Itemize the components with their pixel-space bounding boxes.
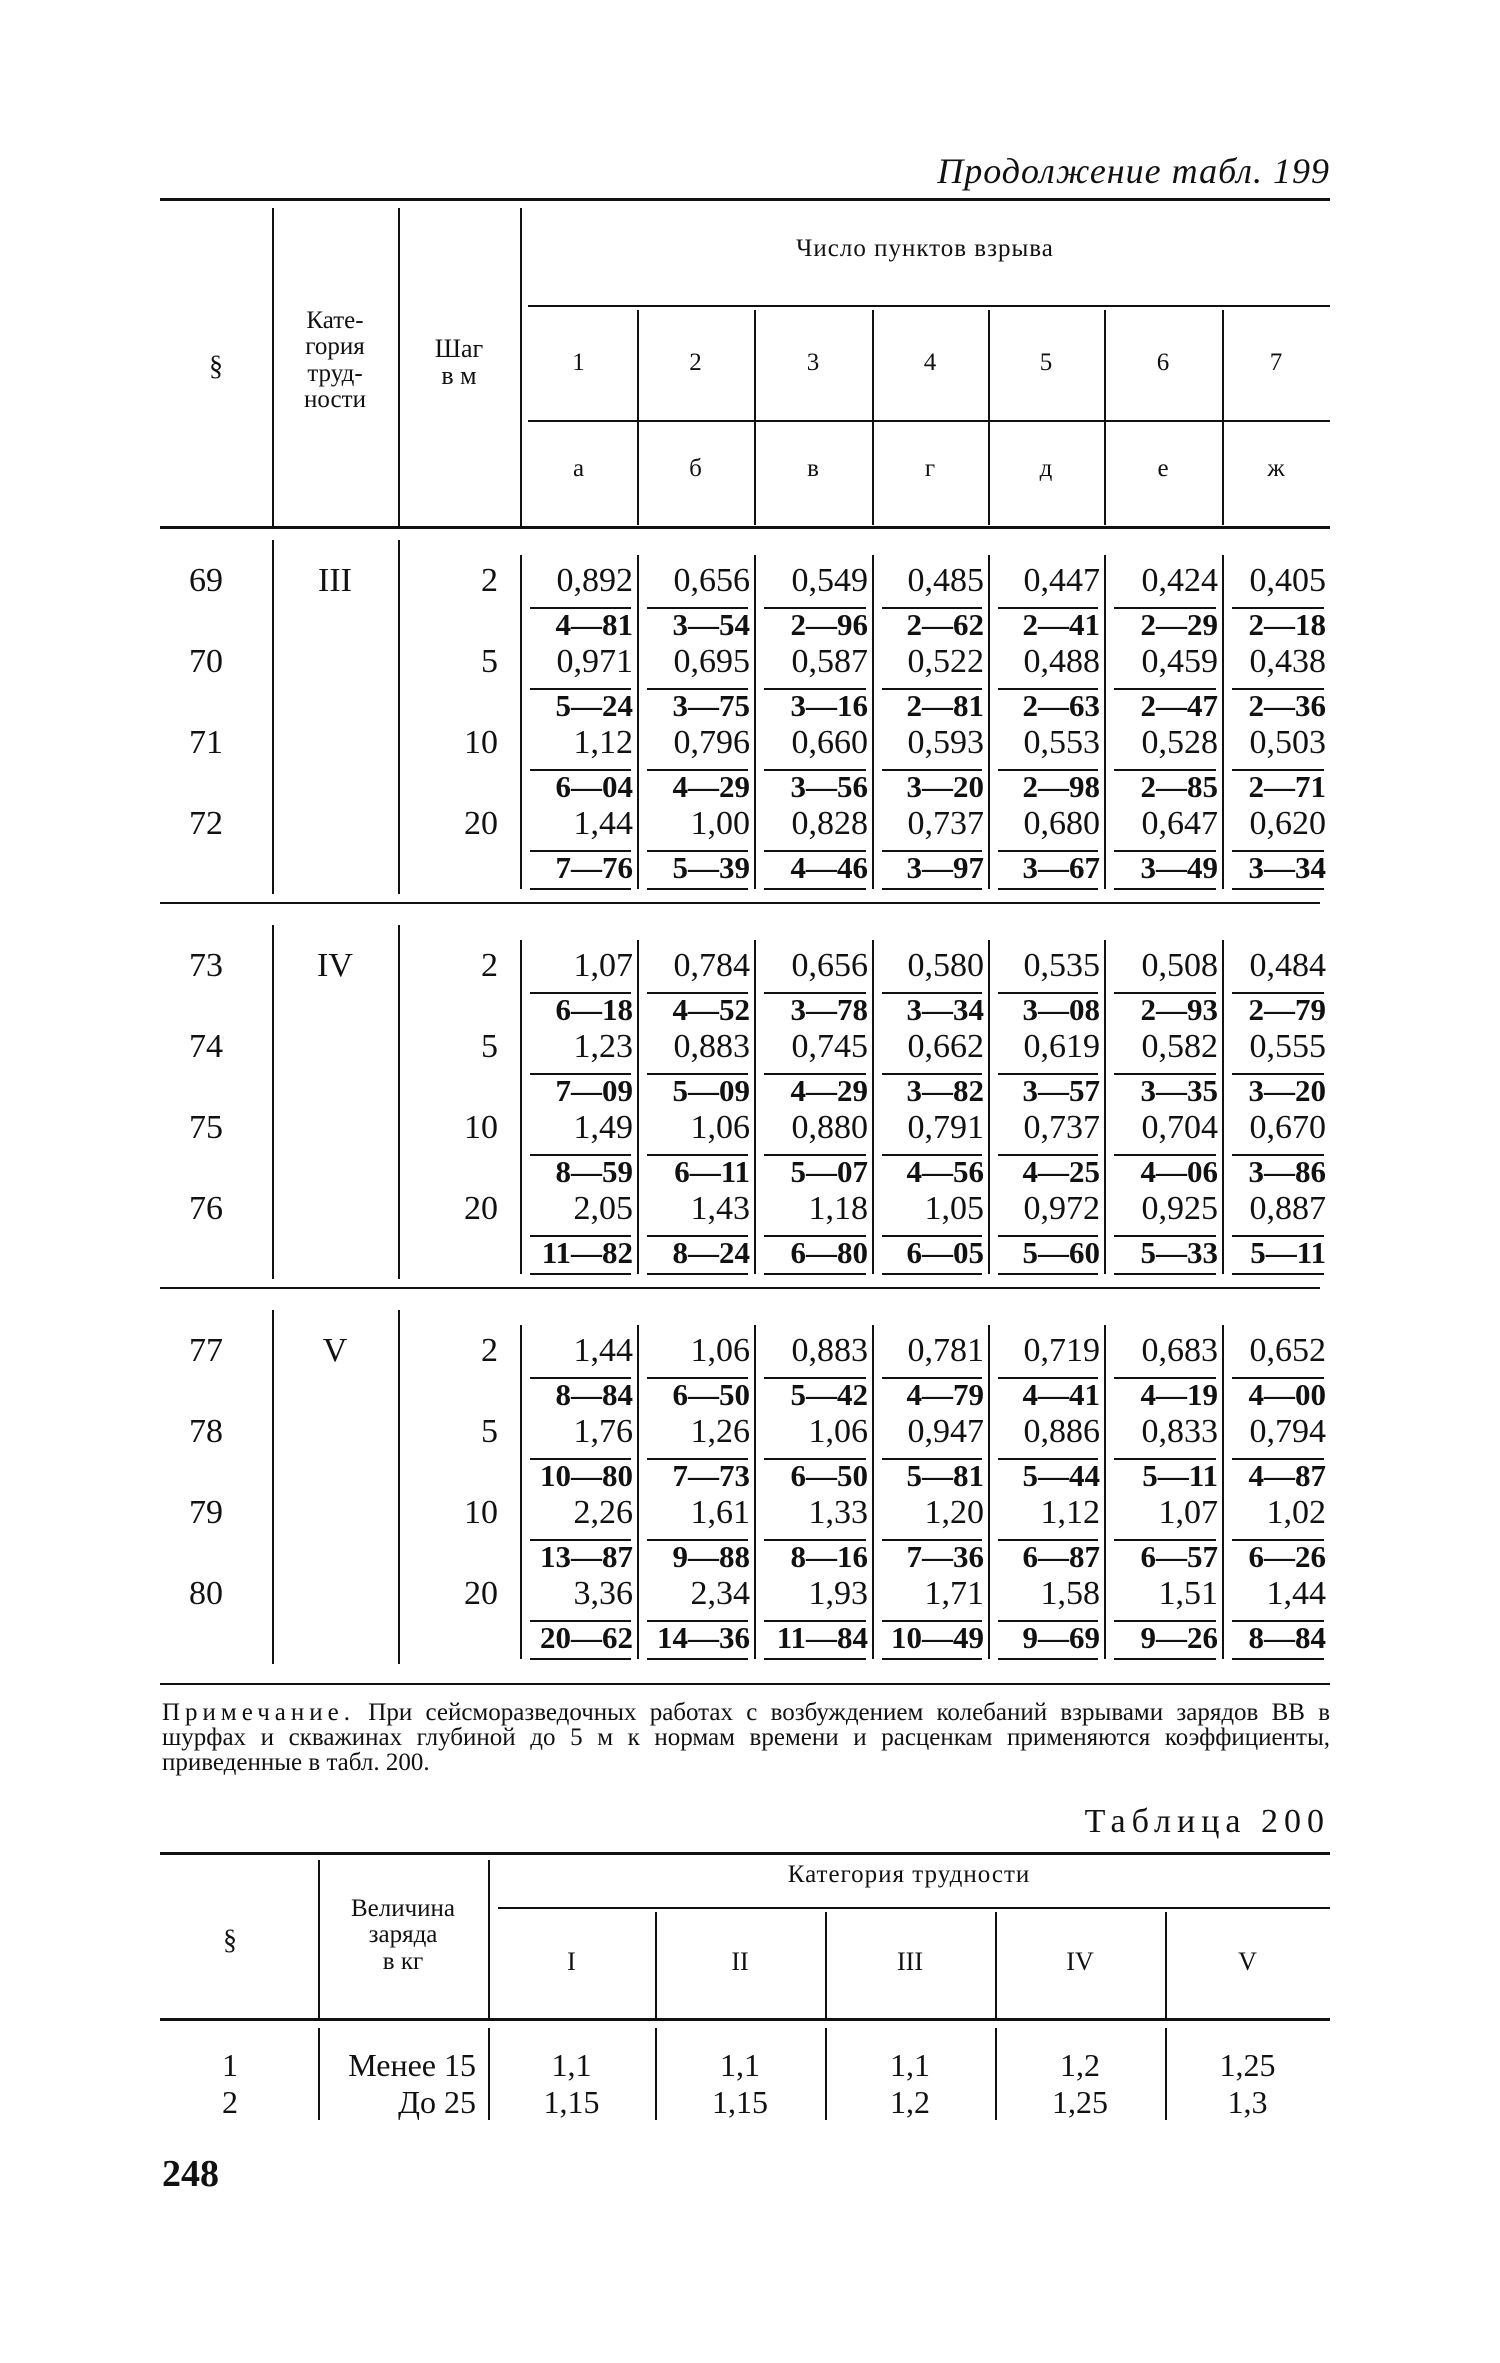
value-cell: 1,58 — [1040, 1575, 1100, 1612]
rate-cell: 2—62 — [906, 607, 984, 642]
t200-top-rule — [160, 1852, 1330, 1855]
header-count: 3 — [806, 349, 820, 376]
value-cell: 0,647 — [1141, 805, 1218, 842]
t200-value-cell: 1,25 — [1219, 2047, 1276, 2083]
t200-row-section: 2 — [222, 2084, 238, 2120]
rate-cell: 3—08 — [1022, 992, 1100, 1027]
value-cell: 1,12 — [1040, 1494, 1100, 1531]
rate-cell: 7—36 — [906, 1539, 984, 1574]
row-section: 74 — [189, 1028, 223, 1065]
value-cell: 0,680 — [1023, 805, 1100, 842]
t200-value-cell: 1,3 — [1227, 2084, 1268, 2120]
value-cell: 0,737 — [907, 805, 984, 842]
t200-header-category-title: Категория трудности — [787, 1861, 1031, 1888]
row-step: 20 — [464, 1575, 498, 1612]
value-cell: 0,656 — [673, 562, 750, 599]
rate-cell: 3—78 — [790, 992, 868, 1027]
rate-underline — [1232, 1273, 1324, 1275]
t200-value-cell: 1,25 — [1052, 2084, 1108, 2120]
rate-cell: 6—50 — [790, 1458, 868, 1493]
rate-underline — [764, 888, 866, 890]
row-step: 20 — [464, 1190, 498, 1227]
header-step: Шаг в м — [434, 334, 484, 391]
value-cell: 0,828 — [791, 805, 868, 842]
value-cell: 0,587 — [791, 643, 868, 680]
value-cell: 2,05 — [573, 1190, 633, 1227]
row-step: 2 — [481, 1332, 498, 1369]
t200-header-category: III — [897, 1947, 923, 1976]
note-text: При сейсморазведочных работах с возбуждением колебаний взрывами зарядов ВВ в шурфах и скважинах глубиной до 5 м к нормам времени и расценкам применяются коэффициенты, приведенные в табл. 200. — [162, 1699, 1331, 1776]
t200-row-charge: До 25 — [398, 2084, 476, 2120]
header-points-title: Число пунктов взрыва — [796, 235, 1054, 262]
t200-value-cell: 1,1 — [720, 2047, 760, 2083]
rate-cell: 6—87 — [1022, 1539, 1100, 1574]
rate-cell: 20—62 — [540, 1620, 633, 1655]
value-cell: 0,892 — [556, 562, 633, 599]
table-199-note — [162, 1700, 1330, 1775]
rate-cell: 6—18 — [555, 992, 633, 1027]
rate-cell: 4—25 — [1022, 1154, 1100, 1189]
rate-underline — [647, 888, 748, 890]
header-letter: г — [924, 455, 936, 482]
rate-cell: 10—49 — [891, 1620, 984, 1655]
rate-cell: 6—26 — [1248, 1539, 1326, 1574]
rate-underline — [530, 1273, 631, 1275]
rate-cell: 2—96 — [790, 607, 868, 642]
rate-cell: 6—04 — [555, 769, 633, 804]
value-cell: 0,620 — [1249, 805, 1326, 842]
value-cell: 1,44 — [1266, 1575, 1326, 1612]
rate-underline — [647, 1658, 748, 1660]
value-cell: 0,719 — [1023, 1332, 1100, 1369]
value-cell: 1,93 — [808, 1575, 868, 1612]
rate-cell: 5—81 — [906, 1458, 984, 1493]
rate-cell: 3—34 — [906, 992, 984, 1027]
value-cell: 0,593 — [907, 724, 984, 761]
value-cell: 1,43 — [690, 1190, 750, 1227]
row-section: 78 — [189, 1413, 223, 1450]
rate-cell: 11—82 — [541, 1235, 633, 1270]
rate-underline — [998, 1273, 1098, 1275]
row-section: 75 — [189, 1109, 223, 1146]
row-section: 73 — [189, 947, 223, 984]
value-cell: 0,484 — [1249, 947, 1326, 984]
value-cell: 0,695 — [673, 643, 750, 680]
value-cell: 0,670 — [1249, 1109, 1326, 1146]
rate-cell: 2—18 — [1248, 607, 1326, 642]
value-cell: 0,784 — [673, 947, 750, 984]
row-section: 69 — [189, 562, 223, 599]
rate-cell: 5—33 — [1140, 1235, 1218, 1270]
value-cell: 0,745 — [791, 1028, 868, 1065]
rate-cell: 6—11 — [674, 1154, 750, 1189]
value-cell: 1,51 — [1158, 1575, 1218, 1612]
rate-cell: 5—09 — [672, 1073, 750, 1108]
t200-value-cell: 1,15 — [712, 2084, 768, 2120]
hdr-count-divider — [754, 310, 756, 525]
rate-cell: 6—50 — [672, 1377, 750, 1412]
header-letter: в — [807, 455, 819, 482]
value-cell: 0,883 — [673, 1028, 750, 1065]
value-cell: 0,582 — [1141, 1028, 1218, 1065]
rate-cell: 3—82 — [906, 1073, 984, 1108]
row-section: 70 — [189, 643, 223, 680]
value-cell: 1,49 — [573, 1109, 633, 1146]
value-cell: 0,580 — [907, 947, 984, 984]
rate-underline — [998, 1658, 1098, 1660]
rate-cell: 2—81 — [906, 688, 984, 723]
rate-cell: 3—86 — [1248, 1154, 1326, 1189]
value-cell: 0,553 — [1023, 724, 1100, 761]
row-section: 76 — [189, 1190, 223, 1227]
rate-underline — [1114, 1273, 1216, 1275]
rate-cell: 3—67 — [1022, 850, 1100, 885]
rate-cell: 3—49 — [1140, 850, 1218, 885]
value-cell: 1,06 — [690, 1332, 750, 1369]
value-cell: 1,76 — [573, 1413, 633, 1450]
table-199-bottom-rule — [160, 1683, 1330, 1685]
value-cell: 1,44 — [573, 1332, 633, 1369]
rate-cell: 7—09 — [555, 1073, 633, 1108]
value-cell: 0,488 — [1023, 643, 1100, 680]
rate-cell: 3—34 — [1248, 850, 1326, 885]
rate-cell: 4—29 — [672, 769, 750, 804]
row-step: 5 — [481, 1028, 498, 1065]
t200-value-cell: 1,2 — [890, 2084, 930, 2120]
header-count: 5 — [1039, 349, 1053, 376]
value-cell: 0,886 — [1023, 1413, 1100, 1450]
rate-cell: 14—36 — [657, 1620, 750, 1655]
value-cell: 0,971 — [556, 643, 633, 680]
rate-cell: 5—39 — [672, 850, 750, 885]
rate-cell: 9—26 — [1140, 1620, 1218, 1655]
rate-cell: 4—46 — [790, 850, 868, 885]
value-cell: 0,683 — [1141, 1332, 1218, 1369]
header-count: 1 — [572, 349, 585, 376]
t200-row-section: 1 — [222, 2047, 238, 2083]
rate-cell: 4—19 — [1140, 1377, 1218, 1412]
rate-cell: 4—79 — [906, 1377, 984, 1412]
t200-header-charge: Величина заряда в кг — [350, 1895, 456, 1975]
row-section: 71 — [189, 724, 223, 761]
value-cell: 0,528 — [1141, 724, 1218, 761]
value-cell: 0,660 — [791, 724, 868, 761]
rate-cell: 2—71 — [1248, 769, 1326, 804]
hdr-count-divider — [1222, 310, 1224, 525]
rate-underline — [998, 888, 1098, 890]
t200-hdr-bottom-rule — [160, 2018, 1330, 2021]
rate-cell: 3—75 — [672, 688, 750, 723]
header-letter: а — [572, 455, 585, 482]
value-cell: 1,23 — [573, 1028, 633, 1065]
value-cell: 1,20 — [924, 1494, 984, 1531]
t200-header-category: II — [731, 1947, 749, 1976]
value-cell: 0,883 — [791, 1332, 868, 1369]
value-cell: 0,652 — [1249, 1332, 1326, 1369]
rate-cell: 4—00 — [1248, 1377, 1326, 1412]
row-step: 10 — [464, 1494, 498, 1531]
rate-cell: 2—41 — [1022, 607, 1100, 642]
header-letter: д — [1039, 455, 1053, 482]
t200-row-charge: Менее 15 — [348, 2047, 476, 2083]
rate-cell: 5—60 — [1022, 1235, 1100, 1270]
header-letter: ж — [1267, 455, 1285, 482]
rate-cell: 2—79 — [1248, 992, 1326, 1027]
rate-cell: 2—85 — [1140, 769, 1218, 804]
t200-cat-rule — [498, 1907, 1330, 1909]
rate-underline — [1232, 1658, 1324, 1660]
hdr-counts-rule — [528, 420, 1330, 422]
group-separator-rule — [160, 1287, 1320, 1289]
value-cell: 0,656 — [791, 947, 868, 984]
rate-underline — [1232, 888, 1324, 890]
value-cell: 1,12 — [573, 724, 633, 761]
value-cell: 1,07 — [1158, 1494, 1218, 1531]
value-cell: 1,71 — [924, 1575, 984, 1612]
rate-underline — [882, 888, 982, 890]
rate-cell: 9—88 — [672, 1539, 750, 1574]
group-category: III — [318, 562, 352, 599]
rate-cell: 4—41 — [1022, 1377, 1100, 1412]
value-cell: 0,485 — [907, 562, 984, 599]
group-category: IV — [317, 947, 353, 984]
value-cell: 0,887 — [1249, 1190, 1326, 1227]
rate-cell: 8—24 — [672, 1235, 750, 1270]
value-cell: 0,549 — [791, 562, 868, 599]
group-category: V — [322, 1332, 348, 1369]
rate-cell: 11—84 — [776, 1620, 868, 1655]
value-cell: 1,33 — [808, 1494, 868, 1531]
value-cell: 1,44 — [573, 805, 633, 842]
value-cell: 0,947 — [907, 1413, 984, 1450]
rate-cell: 8—84 — [555, 1377, 633, 1412]
page-number: 248 — [162, 2153, 219, 2195]
rate-underline — [647, 1273, 748, 1275]
header-count: 2 — [689, 349, 702, 376]
group-separator-rule — [160, 902, 1320, 904]
value-cell: 0,424 — [1141, 562, 1218, 599]
header-section: § — [209, 351, 223, 382]
rate-cell: 3—97 — [906, 850, 984, 885]
rate-cell: 3—16 — [790, 688, 868, 723]
row-step: 5 — [481, 1413, 498, 1450]
row-section: 72 — [189, 805, 223, 842]
rate-cell: 5—24 — [555, 688, 633, 723]
rate-cell: 4—29 — [790, 1073, 868, 1108]
header-count: 6 — [1156, 349, 1170, 376]
rate-cell: 4—06 — [1140, 1154, 1218, 1189]
rate-cell: 6—57 — [1140, 1539, 1218, 1574]
value-cell: 0,438 — [1249, 643, 1326, 680]
hdr-bottom-rule — [160, 526, 1330, 529]
rate-cell: 5—07 — [790, 1154, 868, 1189]
rate-cell: 4—56 — [906, 1154, 984, 1189]
value-cell: 1,00 — [690, 805, 750, 842]
value-cell: 0,405 — [1249, 562, 1326, 599]
rate-cell: 4—81 — [555, 607, 633, 642]
value-cell: 0,447 — [1023, 562, 1100, 599]
value-cell: 1,26 — [690, 1413, 750, 1450]
row-section: 77 — [189, 1332, 223, 1369]
rate-cell: 3—56 — [790, 769, 868, 804]
value-cell: 0,535 — [1023, 947, 1100, 984]
rate-cell: 2—98 — [1022, 769, 1100, 804]
rate-underline — [530, 888, 631, 890]
row-step: 10 — [464, 724, 498, 761]
rate-cell: 5—11 — [1250, 1235, 1326, 1270]
row-step: 10 — [464, 1109, 498, 1146]
rate-cell: 2—93 — [1140, 992, 1218, 1027]
header-count: 7 — [1269, 349, 1283, 376]
rate-cell: 4—52 — [672, 992, 750, 1027]
value-cell: 0,833 — [1141, 1413, 1218, 1450]
rate-underline — [530, 1658, 631, 1660]
rate-cell: 7—73 — [672, 1458, 750, 1493]
value-cell: 0,791 — [907, 1109, 984, 1146]
value-cell: 0,503 — [1249, 724, 1326, 761]
rate-cell: 5—11 — [1142, 1458, 1218, 1493]
value-cell: 0,880 — [791, 1109, 868, 1146]
value-cell: 0,781 — [907, 1332, 984, 1369]
value-cell: 2,34 — [690, 1575, 750, 1612]
value-cell: 0,972 — [1023, 1190, 1100, 1227]
rate-cell: 10—80 — [540, 1458, 633, 1493]
hdr-count-divider — [637, 310, 639, 525]
row-step: 5 — [481, 643, 498, 680]
header-letter: е — [1157, 455, 1169, 482]
hdr-count-divider — [988, 310, 990, 525]
hdr-count-divider — [1104, 310, 1106, 525]
value-cell: 0,508 — [1141, 947, 1218, 984]
value-cell: 0,925 — [1141, 1190, 1218, 1227]
rate-cell: 2—29 — [1140, 607, 1218, 642]
value-cell: 0,555 — [1249, 1028, 1326, 1065]
value-cell: 0,662 — [907, 1028, 984, 1065]
rate-cell: 3—20 — [1248, 1073, 1326, 1108]
value-cell: 3,36 — [573, 1575, 633, 1612]
rate-cell: 9—69 — [1022, 1620, 1100, 1655]
rate-underline — [1114, 888, 1216, 890]
value-cell: 1,06 — [690, 1109, 750, 1146]
rate-cell: 5—42 — [790, 1377, 868, 1412]
top-rule — [160, 198, 1330, 201]
header-category: Кате- гория труд- ности — [304, 307, 366, 413]
t200-value-cell: 1,2 — [1060, 2047, 1100, 2083]
rate-cell: 8—59 — [555, 1154, 633, 1189]
rate-underline — [764, 1658, 866, 1660]
note-label: Примечание. — [162, 1699, 356, 1726]
value-cell: 1,18 — [808, 1190, 868, 1227]
t200-value-cell: 1,1 — [551, 2047, 592, 2083]
table-200-title: Таблица 200 — [1084, 1803, 1330, 1840]
rate-cell: 3—57 — [1022, 1073, 1100, 1108]
value-cell: 0,459 — [1141, 643, 1218, 680]
row-section: 79 — [189, 1494, 223, 1531]
rate-cell: 2—47 — [1140, 688, 1218, 723]
rate-underline — [1114, 1658, 1216, 1660]
rate-cell: 4—87 — [1248, 1458, 1326, 1493]
rate-cell: 5—44 — [1022, 1458, 1100, 1493]
rate-cell: 3—35 — [1140, 1073, 1218, 1108]
header-letter: б — [689, 455, 702, 482]
value-cell: 1,02 — [1266, 1494, 1326, 1531]
rate-underline — [882, 1273, 982, 1275]
continuation-title: Продолжение табл. 199 — [937, 151, 1330, 191]
hdr-count-divider — [872, 310, 874, 525]
value-cell: 0,704 — [1141, 1109, 1218, 1146]
t200-header-category: V — [1238, 1947, 1257, 1976]
value-cell: 0,794 — [1249, 1413, 1326, 1450]
hdr-points-rule — [528, 305, 1330, 307]
value-cell: 2,26 — [573, 1494, 633, 1531]
rate-cell: 6—05 — [906, 1235, 984, 1270]
rate-cell: 13—87 — [540, 1539, 633, 1574]
value-cell: 1,06 — [808, 1413, 868, 1450]
rate-cell: 6—80 — [790, 1235, 868, 1270]
rate-cell: 2—63 — [1022, 688, 1100, 723]
value-cell: 1,61 — [690, 1494, 750, 1531]
header-count: 4 — [923, 349, 937, 376]
t200-value-cell: 1,15 — [543, 2084, 600, 2120]
row-section: 80 — [189, 1575, 223, 1612]
value-cell: 0,522 — [907, 643, 984, 680]
rate-underline — [882, 1658, 982, 1660]
t200-header-category: IV — [1066, 1947, 1094, 1976]
value-cell: 0,619 — [1023, 1028, 1100, 1065]
rate-cell: 2—36 — [1248, 688, 1326, 723]
t200-header-section: § — [223, 1925, 237, 1956]
t200-header-category: I — [567, 1947, 576, 1976]
rate-underline — [764, 1273, 866, 1275]
rate-cell: 3—54 — [672, 607, 750, 642]
row-step: 2 — [481, 562, 498, 599]
value-cell: 0,796 — [673, 724, 750, 761]
rate-cell: 8—16 — [790, 1539, 868, 1574]
row-step: 20 — [464, 805, 498, 842]
t200-value-cell: 1,1 — [890, 2047, 930, 2083]
value-cell: 1,05 — [924, 1190, 984, 1227]
rate-cell: 3—20 — [906, 769, 984, 804]
value-cell: 1,07 — [573, 947, 633, 984]
value-cell: 0,737 — [1023, 1109, 1100, 1146]
rate-cell: 8—84 — [1248, 1620, 1326, 1655]
rate-cell: 7—76 — [555, 850, 633, 885]
row-step: 2 — [481, 947, 498, 984]
